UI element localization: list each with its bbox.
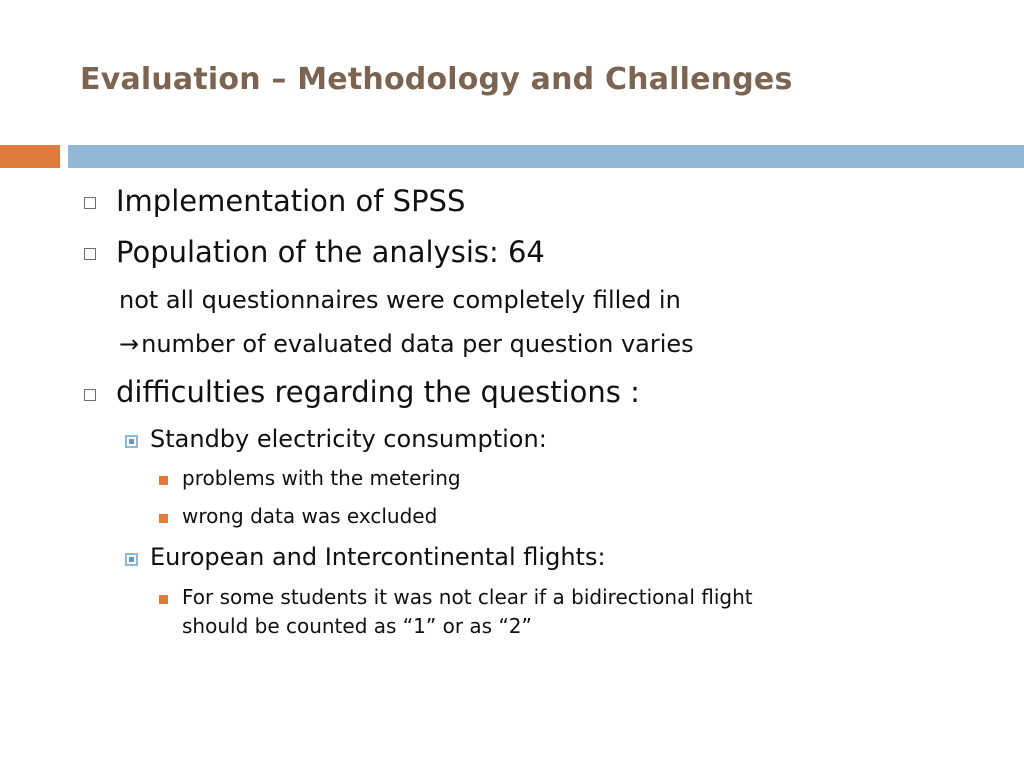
framed-square-bullet-icon [125,435,138,448]
item-excluded: wrong data was excluded [182,504,438,528]
hollow-square-bullet-icon [84,197,96,209]
bullet-difficulties: difficulties regarding the questions : [116,375,640,409]
bullet-population: Population of the analysis: 64 [116,235,545,269]
note-questionnaires: not all questionnaires were completely filled in [119,286,681,314]
accent-bar-blue [68,145,1024,168]
sub-bullet-standby: Standby electricity consumption: [150,425,547,453]
framed-square-bullet-icon [125,553,138,566]
note-evaluated-data-text: number of evaluated data per question varies [141,330,694,358]
slide-title: Evaluation – Methodology and Challenges [80,62,793,97]
filled-square-bullet-icon [159,514,168,523]
bullet-implementation: Implementation of SPSS [116,184,466,218]
item-bidirectional-line2: should be counted as “1” or as “2” [182,614,532,638]
filled-square-bullet-icon [159,476,168,485]
accent-bar-orange [0,145,60,168]
note-evaluated-data [119,330,694,358]
hollow-square-bullet-icon [84,389,96,401]
item-metering: problems with the metering [182,466,461,490]
arrow-right-icon: → [119,330,140,358]
item-bidirectional-line1: For some students it was not clear if a bidirectional flight [182,585,753,609]
filled-square-bullet-icon [159,595,168,604]
sub-bullet-flights: European and Intercontinental flights: [150,543,606,571]
hollow-square-bullet-icon [84,248,96,260]
